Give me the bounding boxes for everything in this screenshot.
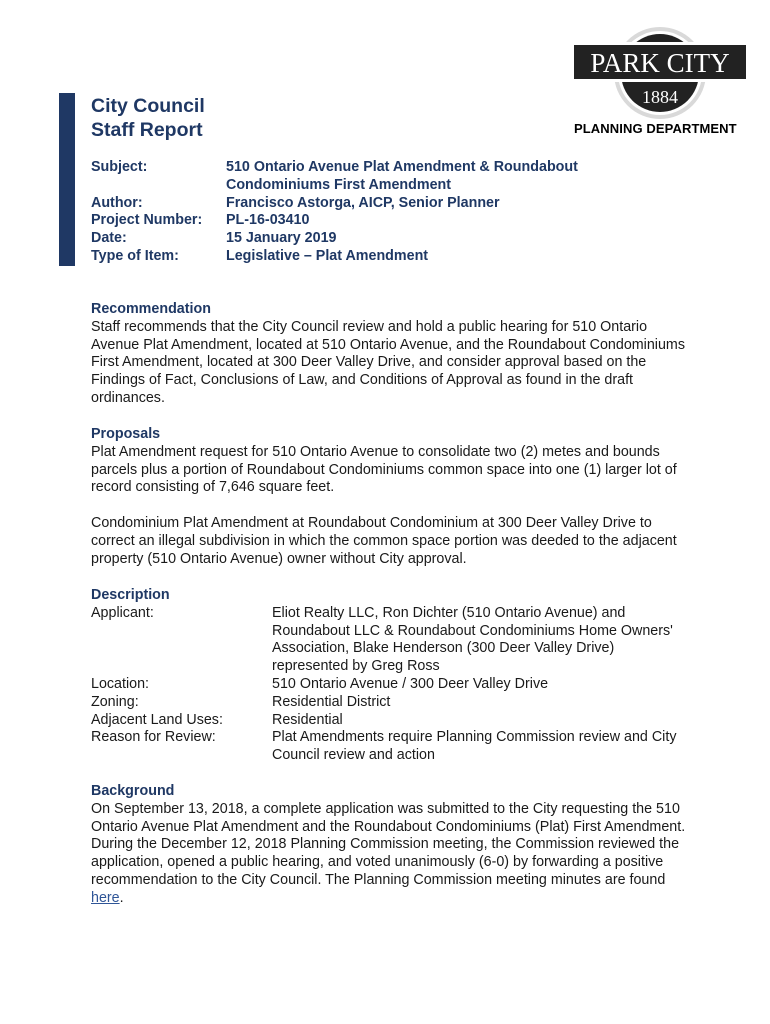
minutes-link[interactable]: here: [91, 889, 120, 906]
description-section: [91, 587, 691, 765]
description-value: Residential: [272, 711, 343, 728]
description-label: Reason for Review:: [91, 729, 216, 746]
description-value: 510 Ontario Avenue / 300 Deer Valley Drive: [272, 675, 549, 692]
meta-row-subject: [91, 159, 606, 195]
proposals-paragraph-1: Plat Amendment request for 510 Ontario Avenue to consolidate two (2) metes and bounds parcels plus a portion of Roundabout Condominiums common space into one (1) larger lot of record consisting of 7,646 square feet.: [91, 443, 677, 496]
description-row-reason-for-review: [91, 729, 691, 765]
description-heading: Description: [91, 587, 170, 603]
description-label: Adjacent Land Uses:: [91, 711, 223, 728]
park-city-logo: [570, 26, 750, 120]
description-row-zoning: [91, 694, 691, 712]
description-row-applicant: [91, 605, 691, 676]
meta-row-project-number: [91, 212, 606, 230]
report-title-line1: City Council: [91, 95, 205, 117]
recommendation-section: [91, 301, 691, 408]
meta-row-author: [91, 195, 606, 213]
logo-text: PARK CITY: [590, 48, 730, 78]
proposals-paragraph-2: Condominium Plat Amendment at Roundabout Condominium at 300 Deer Valley Drive to correct an illegal subdivision in which the common space portion was deeded to the adjacent property (510 Ontario Avenue) owner without City approval.: [91, 514, 677, 567]
proposals-section: [91, 426, 691, 568]
description-label: Location:: [91, 675, 150, 692]
accent-bar: [59, 93, 75, 266]
background-heading: Background: [91, 783, 175, 799]
meta-label: Subject:: [91, 159, 148, 175]
logo-year: 1884: [642, 87, 678, 107]
description-label: Applicant:: [91, 604, 154, 621]
description-value: Eliot Realty LLC, Ron Dichter (510 Ontario Avenue) and Roundabout LLC & Roundabout Condominiums Home Owners' Association, Blake Henderson (300 Deer Valley Drive) represented by Greg Ross: [272, 604, 673, 675]
recommendation-text: Staff recommends that the City Council review and hold a public hearing for 510 Ontario Avenue Plat Amendment, located at 510 Ontario Avenue, and the Roundabout Condominiums First Amendment, located at 300 Deer Valley Drive, and consider approval based on the Findings of Fact, Conclusions of Law, and Conditions of Approval as found in the draft ordinances.: [91, 318, 685, 406]
description-row-adjacent-land-uses: [91, 712, 691, 730]
background-paragraph: [91, 801, 691, 908]
meta-row-type-of-item: [91, 248, 606, 266]
report-title-line2: Staff Report: [91, 119, 203, 141]
report-meta: [91, 159, 606, 266]
description-value: Residential District: [272, 693, 391, 710]
report-title: [91, 94, 205, 142]
background-end: .: [119, 889, 124, 906]
meta-row-date: [91, 230, 606, 248]
meta-label: Author:: [91, 194, 143, 211]
description-label: Zoning:: [91, 693, 139, 710]
meta-value: 510 Ontario Avenue Plat Amendment & Roundabout Condominiums First Amendment: [226, 159, 578, 193]
background-section: [91, 783, 691, 908]
description-value: Plat Amendments require Planning Commission review and City Council review and action: [272, 729, 677, 764]
recommendation-heading: Recommendation: [91, 301, 211, 317]
planning-department-label: PLANNING DEPARTMENT: [574, 121, 737, 136]
proposals-heading: Proposals: [91, 426, 161, 442]
meta-label: Date:: [91, 230, 127, 247]
meta-label: Type of Item:: [91, 247, 179, 264]
background-text: On September 13, 2018, a complete application was submitted to the City requesting the 510 Ontario Avenue Plat Amendment and the Roundabout Condominiums (Plat) First Amendment. During the December 12, 2018 Planning Commission meeting, the Commission reviewed the application, opened a public hearing, and voted unanimously (6-0) by forwarding a positive recommendation to the City Council. The Planning Commission meeting minutes are found: [91, 800, 686, 888]
description-row-location: [91, 676, 691, 694]
meta-value: 15 January 2019: [226, 230, 337, 247]
meta-value: Legislative – Plat Amendment: [226, 247, 429, 264]
meta-value: Francisco Astorga, AICP, Senior Planner: [226, 194, 500, 211]
meta-label: Project Number:: [91, 212, 203, 229]
meta-value: PL-16-03410: [226, 212, 310, 229]
